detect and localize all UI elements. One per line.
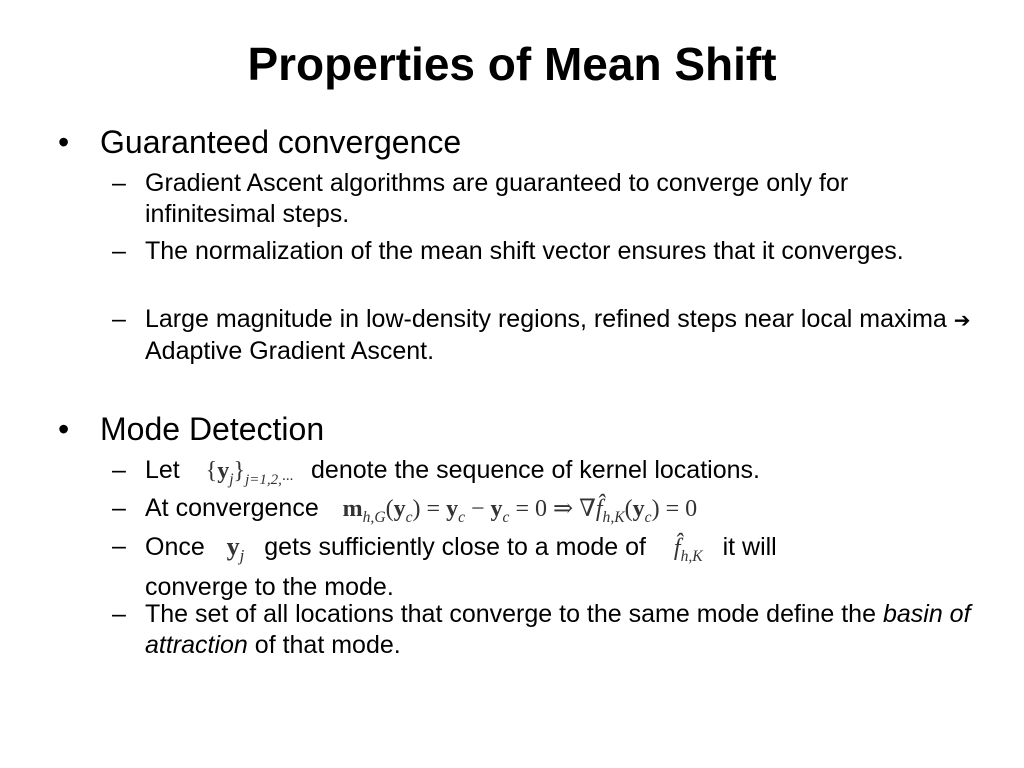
sub-item-text bbox=[145, 599, 975, 661]
dash-marker: – bbox=[112, 169, 126, 197]
sub-item-text bbox=[145, 493, 975, 533]
sub-item-text-before: Large magnitude in low-density regions, refined steps near local maxima bbox=[145, 305, 954, 333]
let-label: Let bbox=[145, 456, 180, 484]
sub-item-once bbox=[112, 531, 972, 601]
once-line2-text: converge to the mode. bbox=[145, 572, 394, 601]
arrow-icon: ➔ bbox=[953, 308, 971, 332]
convergence-formula: $m_{h,G}(y_c) = y_c - y_c = 0$ ⇒ $\nabla f̂_{h,K}(y_c) = 0$ bbox=[342, 496, 698, 526]
dash-marker: – bbox=[112, 532, 126, 560]
bullet-marker: • bbox=[58, 124, 70, 160]
let-description: denote the sequence of kernel locations. bbox=[311, 456, 760, 484]
sub-item-text: Gradient Ascent algorithms are guaranteed to converge only for infinitesimal steps. bbox=[145, 169, 849, 228]
dash-marker: – bbox=[112, 456, 126, 484]
once-label: Once bbox=[145, 533, 205, 561]
sequence-formula: $\{y_j\}_{j=1,2,\cdot\cdot\cdot}$ bbox=[205, 458, 294, 488]
dash-marker: – bbox=[112, 600, 126, 628]
dash-marker: – bbox=[112, 237, 126, 265]
sub-item-text bbox=[145, 531, 975, 603]
sub-item-large-magnitude bbox=[112, 304, 972, 366]
sub-item-text-after: Adaptive Gradient Ascent. bbox=[145, 337, 435, 365]
bullet-heading: Mode Detection bbox=[100, 411, 325, 447]
density-estimate-symbol: $f̂_{h,K}$ bbox=[673, 535, 703, 565]
yj-variable: $y_j$ bbox=[226, 532, 245, 566]
sub-item-gradient-ascent bbox=[112, 168, 972, 230]
sub-item-at-convergence bbox=[112, 493, 972, 524]
basin-text-before: The set of all locations that converge to the same mode define the bbox=[145, 600, 883, 628]
once-after-text: it will bbox=[722, 533, 777, 561]
sub-item-text bbox=[145, 304, 975, 367]
bullet-marker: • bbox=[58, 411, 70, 447]
sub-item-let bbox=[112, 455, 972, 486]
basin-of-attraction-term: basin of attraction bbox=[145, 600, 971, 659]
sub-item-normalization bbox=[112, 236, 972, 298]
once-middle-text: gets sufficiently close to a mode of bbox=[264, 533, 646, 561]
bullet-heading: Guaranteed convergence bbox=[100, 124, 462, 160]
sub-item-text bbox=[145, 455, 975, 496]
sub-item-basin bbox=[112, 599, 972, 661]
basin-text-after: of that mode. bbox=[247, 631, 401, 659]
convergence-label: At convergence bbox=[145, 494, 319, 522]
sub-item-text: The normalization of the mean shift vector ensures that it converges. bbox=[145, 237, 904, 265]
dash-marker: – bbox=[112, 305, 126, 333]
dash-marker: – bbox=[112, 494, 126, 522]
slide-title: Properties of Mean Shift bbox=[247, 38, 777, 90]
